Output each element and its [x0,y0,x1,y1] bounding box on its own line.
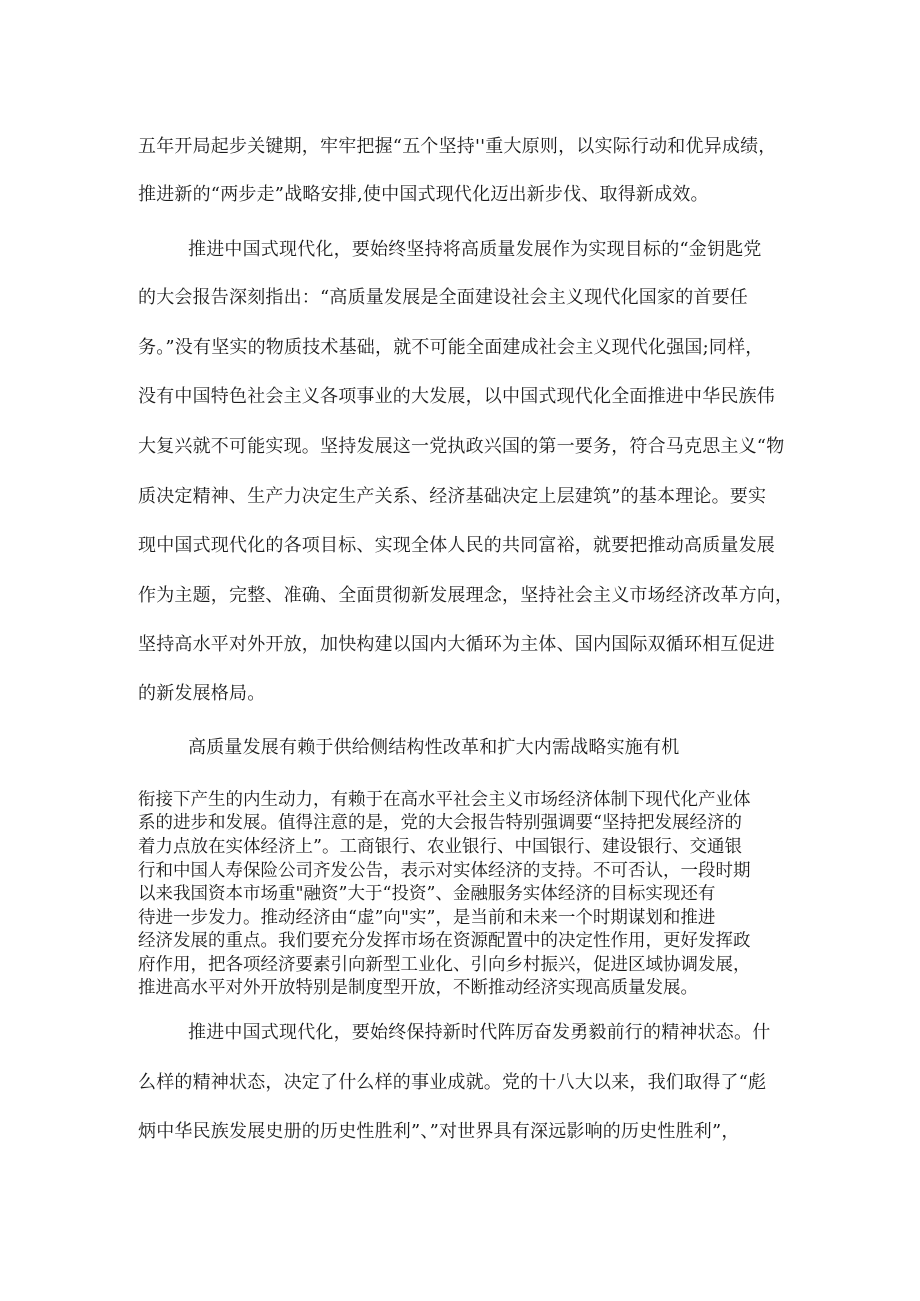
text-line: 系的进步和发展。值得注意的是，党的大会报告特别强调要“坚持把发展经济的 [138,813,742,833]
text-line: 的新发展格局。 [138,683,266,704]
text-line: 炳中华民族发展史册的历史性胜利”、”对世界具有深远影响的历史性胜利”， [138,1121,740,1142]
paragraph-first-line: 推进中国式现代化，要始终坚持将高质量发展作为实现目标的“金钥匙党 [188,239,762,260]
text-line: 衔接下产生的内生动力，有赖于在高水平社会主义市场经济体制下现代化产业体 [138,790,751,810]
text-line: 务。”没有坚实的物质技术基础，就不可能全面建成社会主义现代化强国;同样， [138,337,764,358]
text-line: 推进高水平对外开放特别是制度型开放，不断推动经济实现高质量发展。 [138,978,698,998]
text-line: 坚持高水平对外开放，加快构建以国内大循环为主体、国内国际双循环相互促进 [138,634,775,655]
text-line: 大复兴就不可能实现。坚持发展这一党执政兴国的第一要务，符合马克思主义“物 [138,436,785,457]
text-line: 以来我国资本市场重"融资”大于“投资”、金融服务实体经济的目标实现还有 [138,884,716,904]
text-line: 现中国式现代化的各项目标、实现全体人民的共同富裕，就要把推动高质量发展 [138,535,775,556]
paragraph-first-line: 推进中国式现代化，要始终保持新时代阵厉奋发勇毅前行的精神状态。什 [188,1022,771,1043]
text-line: 推进新的“两步走”战略安排,使中国式现代化迈出新步伐、取得新成效。 [138,184,709,205]
text-line: 经济发展的重点。我们要充分发挥市场在资源配置中的决定性作用，更好发挥政 [138,931,751,951]
text-line: 的大会报告深刻指出：“高质量发展是全面建设社会主义现代化国家的首要任 [138,287,748,308]
text-line: 府作用，把各项经济要素引向新型工业化、引向乡村振兴，促进区域协调发展， [138,955,751,975]
text-line: 待进一步发力。推动经济由“虚”向"实”，是当前和未来一个时期谋划和推进 [138,908,716,928]
text-line: 作为主题，完整、准确、全面贯彻新发展理念，坚持社会主义市场经济改革方向， [138,585,794,606]
text-line: 行和中国人寿保险公司齐发公告，表示对实体经济的支持。不可否认，一段时期 [138,861,751,881]
text-line: 没有中国特色社会主义各项事业的大发展，以中国式现代化全面推进中华民族伟 [138,386,775,407]
paragraph-first-line: 高质量发展有赖于供给侧结构性改革和扩大内需战略实施有机 [188,737,680,758]
text-line: 着力点放在实体经济上”。工商银行、农业银行、中国银行、建设银行、交通银 [138,837,742,857]
text-line: 么样的精神状态，决定了什么样的事业成就。党的十八大以来，我们取得了“彪 [138,1072,767,1093]
text-line: 五年开局起步关键期，牢牢把握“五个坚持''重大原则，以实际行动和优异成绩， [138,136,777,157]
text-line: 质决定精神、生产力决定生产关系、经济基础决定上层建筑”的基本理论。要实 [138,486,767,507]
